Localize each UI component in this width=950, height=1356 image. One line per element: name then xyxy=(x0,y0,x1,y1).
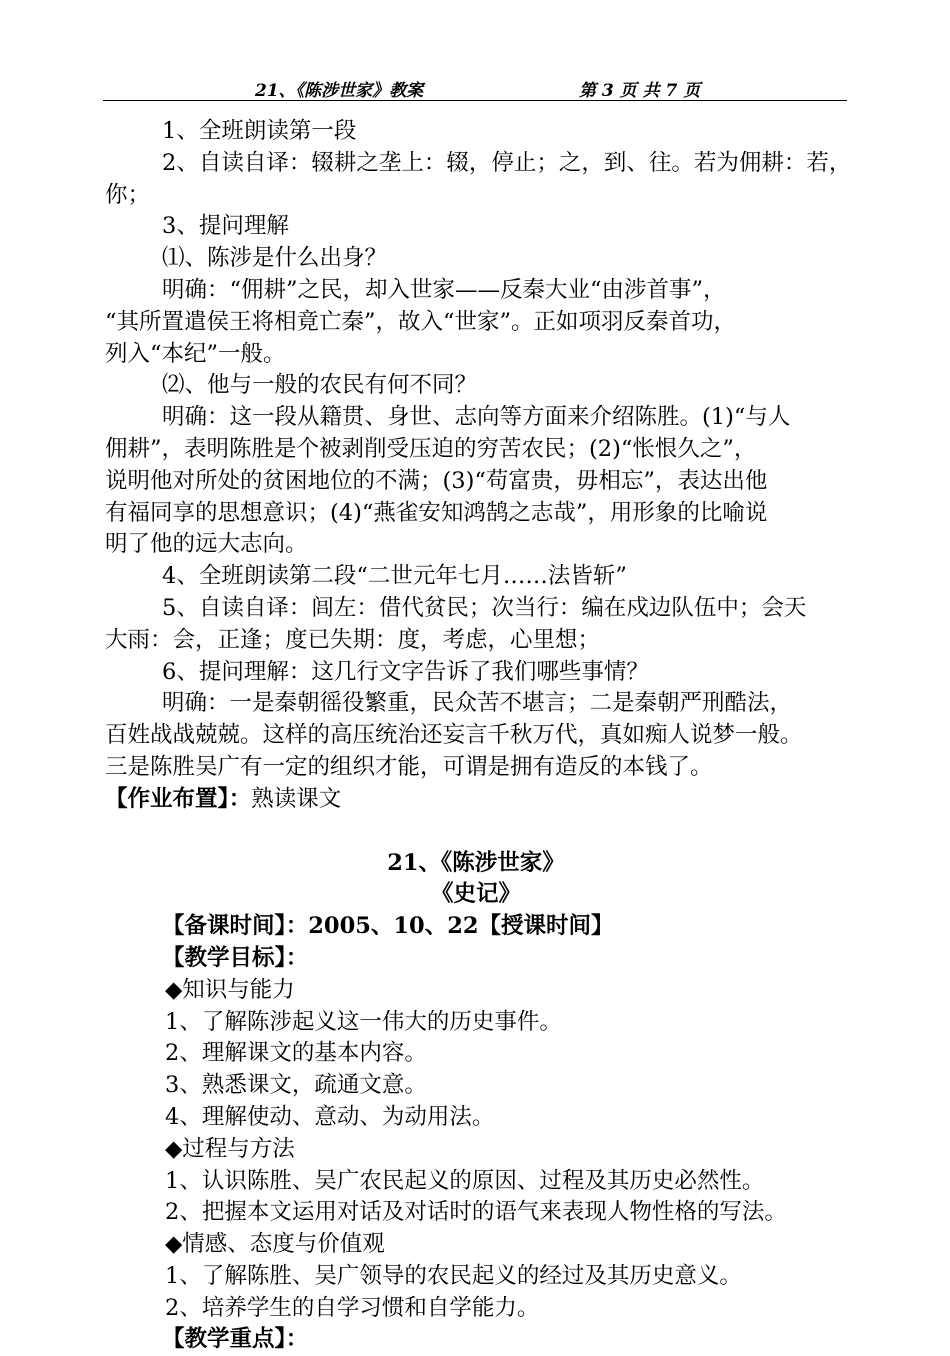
text-line: ⑵、他与一般的农民有何不同？ xyxy=(162,372,478,399)
prep-label: 【备课时间】： xyxy=(162,913,309,940)
text-line: 有福同享的思想意识；(4)“燕雀安知鸿鹄之志哉”，用形象的比喻说 xyxy=(105,499,768,526)
text-line: 2、自读自译：辍耕之垄上：辍，停止；之，到、往。若为佣耕：若， xyxy=(162,149,852,176)
text-line: 百姓战战兢兢。这样的高压统治还妄言千秋万代，真如痴人说梦一般。 xyxy=(105,722,803,749)
text-line: 明确：这一段从籍贯、身世、志向等方面来介绍陈胜。(1)“与人 xyxy=(162,404,791,431)
text-line: 你； xyxy=(105,181,151,208)
text-line: 佣耕”，表明陈胜是个被剥削受压迫的穷苦农民；(2)“怅恨久之”， xyxy=(105,435,757,462)
list-item: 3、熟悉课文，疏通文意。 xyxy=(165,1072,427,1099)
text-line: 5、自读自译：闾左：借代贫民；次当行：编在戍边队伍中；会天 xyxy=(162,594,807,621)
text-line: 3、提问理解 xyxy=(162,213,289,240)
text-line: 明确：一是秦朝徭役繁重，民众苦不堪言；二是秦朝严刑酷法， xyxy=(162,690,793,717)
list-item: 1、了解陈胜、吴广领导的农民起义的经过及其历史意义。 xyxy=(165,1262,742,1289)
text-line: 列入“本纪”一般。 xyxy=(105,340,286,367)
section-heading: ◆知识与能力 xyxy=(165,976,295,1003)
homework-text: 熟读课文 xyxy=(251,785,342,812)
text-line: 说明他对所处的贫困地位的不满；(3)“苟富贵，毋相忘”，表达出他 xyxy=(105,467,768,494)
text-line: “其所置遣侯王将相竟亡秦”，故入“世家”。正如项羽反秦首功， xyxy=(105,308,737,335)
text-line: ⑴、陈涉是什么出身？ xyxy=(162,245,388,272)
section-heading: ◆过程与方法 xyxy=(165,1135,295,1162)
page-header xyxy=(103,74,847,101)
text-line: 大雨：会，正逢；度已失期：度，考虑，心里想； xyxy=(105,626,601,653)
text-line: 明确：“佣耕”之民，却入世家——反秦大业“由涉首事”， xyxy=(162,276,726,303)
list-item: 2、把握本文运用对话及对话时的语气来表现人物性格的写法。 xyxy=(165,1199,787,1226)
spacer xyxy=(105,816,847,848)
text-line: 三是陈胜吴广有一定的组织才能，可谓是拥有造反的本钱了。 xyxy=(105,753,713,780)
list-item: 1、认识陈胜、吴广农民起义的原因、过程及其历史必然性。 xyxy=(165,1167,765,1194)
homework-line xyxy=(105,784,847,816)
prep-date: 2005、10、22 xyxy=(308,913,479,940)
list-item: 4、理解使动、意动、为动用法。 xyxy=(165,1103,495,1130)
header-title: 21、《陈涉世家》教案 xyxy=(255,81,424,101)
list-item: 2、培养学生的自学习惯和自学能力。 xyxy=(165,1294,540,1321)
text-line: 6、提问理解：这几行文字告诉了我们哪些事情？ xyxy=(162,658,649,685)
teach-label: 【授课时间】 xyxy=(478,913,614,940)
list-item: 1、了解陈涉起义这一伟大的历史事件。 xyxy=(165,1008,562,1035)
header-page-number: 第 3 页 共 7 页 xyxy=(579,81,701,101)
homework-label: 【作业布置】： xyxy=(105,785,252,812)
focus-label: 【教学重点】： xyxy=(162,1326,309,1353)
prep-time-line xyxy=(105,911,847,943)
lesson-title: 21、《陈涉世家》 xyxy=(387,849,565,876)
list-item: 2、理解课文的基本内容。 xyxy=(165,1040,427,1067)
document-body xyxy=(105,116,852,1356)
section-heading: ◆情感、态度与价值观 xyxy=(165,1231,385,1258)
text-line: 明了他的远大志向。 xyxy=(105,531,308,558)
text-line: 4、全班朗读第二段“二世元年七月……法皆斩” xyxy=(162,563,627,590)
lesson-subtitle: 《史记》 xyxy=(430,881,521,908)
text-line: 1、全班朗读第一段 xyxy=(162,118,357,144)
goals-label: 【教学目标】： xyxy=(162,944,309,971)
